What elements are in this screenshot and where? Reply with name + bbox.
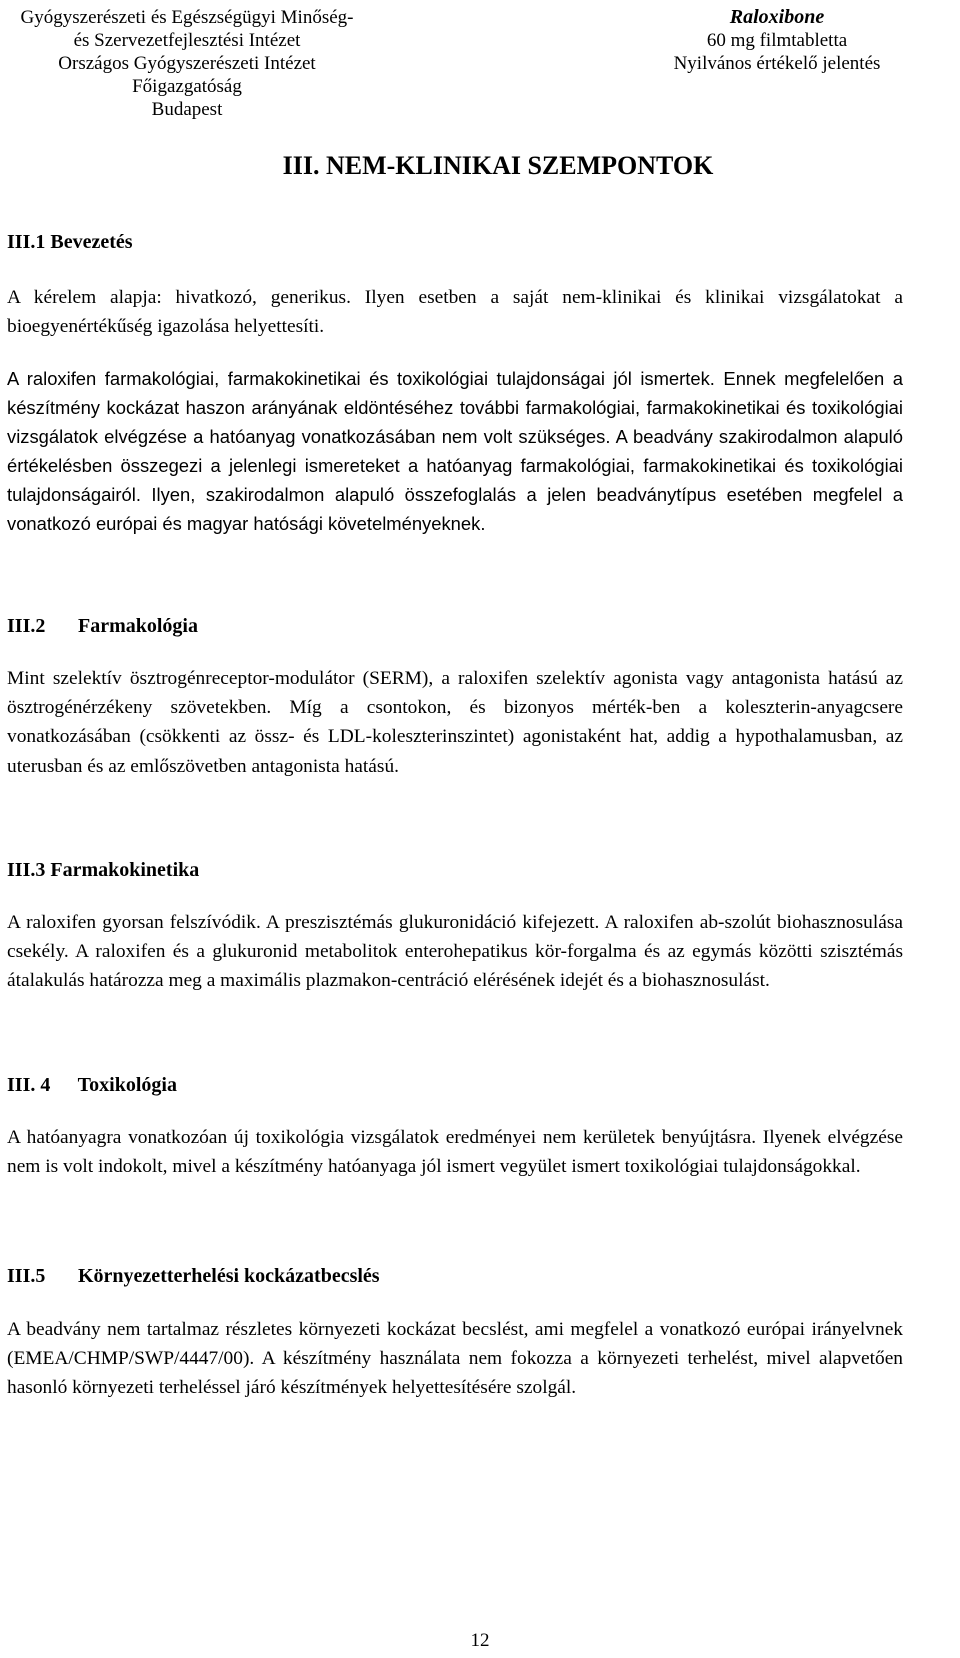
section-title: Farmakokinetika [50,859,200,881]
section-title: Farmakológia [78,615,198,637]
paragraph: A beadvány nem tartalmaz részletes környezeti kockázat becslést, ami megfelel a vonatkozó európai irányelvnek (EMEA/CHMP/SWP/4447/00). A készítmény használata nem fokozza a környezeti terhelést, mivel alapvetően hasonló környezeti terheléssel járó készítmények helyettesítésére szolgál. [7,1319,903,1399]
report-type: Nyilvános értékelő jelentés [673,53,881,74]
section-title: Toxikológia [77,1074,177,1096]
product-header [652,6,902,75]
paragraph: A raloxifen farmakológiai, farmakokinetikai és toxikológiai tulajdonságai jól ismertek. Ennek megfelelően a készítmény kockázat haszon arányának eldöntéséhez további farmakológiai, farmakokinetikai és toxikológiai vizsgálatok elvégzése a hatóanyag vonatkozásában nem volt szükséges. A beadvány szakirodalmon alapuló értékelésben összegezi a jelenlegi ismereteket a hatóanyag farmakológiai, farmakokinetikai és toxikológiai tulajdonságairól. Ilyen, szakirodalmon alapuló összefoglalás a jelen beadványtípus esetében megfelel a vonatkozó európai és magyar hatósági követelményeknek. [7,368,903,534]
institution-line: és Szervezetfejlesztési Intézet [73,30,301,51]
section-heading-environmental-risk [7,1263,380,1289]
paragraph: A hatóanyagra vonatkozóan új toxikológia vizsgálatok eredményei nem kerületek benyújtásra. Ilyenek elvégzése nem is volt indokolt, mivel a készítmény hatóanyaga jól ismert vegyület ismert toxikológiai tulajdonságokkal. [7,1127,903,1178]
institution-line: Főigazgatóság [132,76,242,97]
page-number: 12 [470,1630,490,1651]
institution-line: Budapest [151,99,223,120]
section-number: III.3 [7,859,46,881]
product-form: 60 mg filmtabletta [706,30,848,51]
section-title: Bevezetés [50,231,133,253]
institution-header [7,6,367,121]
paragraph: A raloxifen gyorsan felszívódik. A preszisztémás glukuronidáció kifejezett. A raloxifen ab-szolút biohasznosulása csekély. A raloxifen és a glukuronid metabolitok enterohepatikus kör-forgalma és az egymás közötti szisztémás átalakulás határozza meg a maximális plazmakon-centráció elérésének idejét és a biohasznosulást. [7,912,903,992]
section-heading-pharmacokinetics [7,857,199,883]
section-number: III.2 [7,615,46,637]
institution-line: Országos Gyógyszerészeti Intézet [58,53,316,74]
paragraph: A kérelem alapja: hivatkozó, generikus. Ilyen esetben a saját nem-klinikai és klinikai vizsgálatokat a bioegyenértékűség igazolása helyettesíti. [7,287,903,338]
institution-line: Gyógyszerészeti és Egészségügyi Minőség- [20,7,354,28]
section-number: III.1 [7,231,46,253]
section-heading-pharmacology [7,613,198,639]
section-number: III. 4 [7,1074,51,1096]
section-number: III.5 [7,1265,46,1287]
product-name: Raloxibone [729,6,825,28]
section-heading-toxicology [7,1072,177,1098]
section-title: Környezetterhelési kockázatbecslés [78,1265,380,1287]
main-title-text: III. NEM-KLINIKAI SZEMPONTOK [282,151,714,180]
paragraph: Mint szelektív ösztrogénreceptor-modulátor (SERM), a raloxifen szelektív agonista vagy antagonista hatású az ösztrogénérzékeny szövetekben. Míg a csontokon, és bizonyos mérték-ben a koleszterin-anyagcsere vonatkozásában (csökkenti az össz- és LDL-koleszterinszintet) agonistaként hat, addig a hypothalamusban, az uterusban és az emlőszövetben antagonista hatású. [7,668,903,777]
section-heading-introduction [7,229,133,255]
main-title [0,150,960,182]
